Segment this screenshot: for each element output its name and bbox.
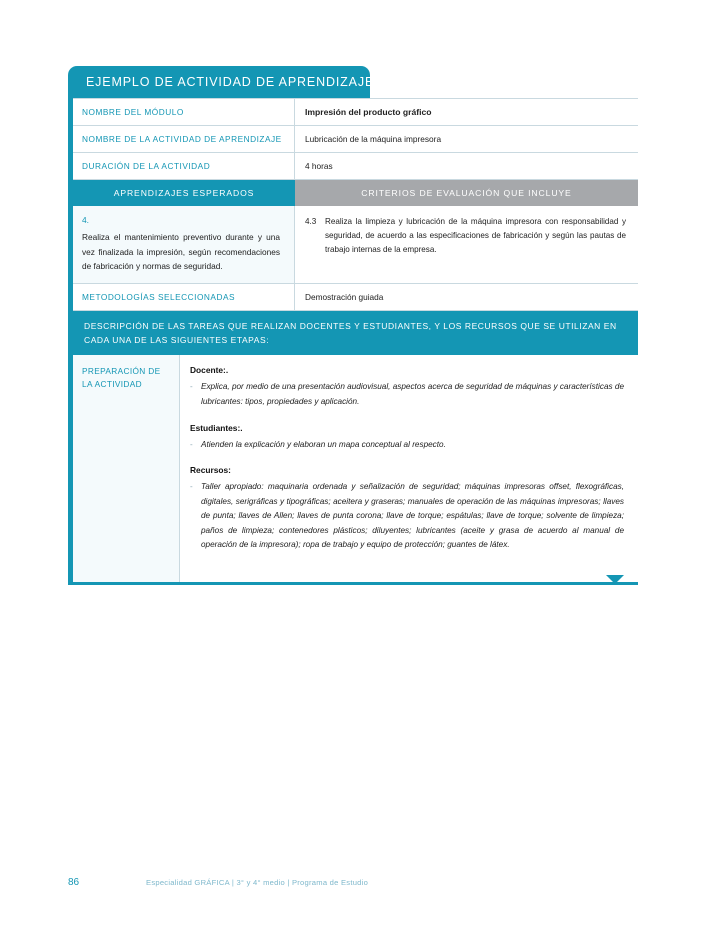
list-item — [190, 480, 624, 553]
outcome-text: Realiza el mantenimiento preventivo durante y una vez finalizada la impresión, según recomendaciones de fabricación y normas de seguridad. — [82, 232, 280, 272]
preparation-stage-label: PREPARACIÓN DE LA ACTIVIDAD — [73, 355, 180, 582]
label-modulo: NOMBRE DEL MÓDULO — [73, 99, 295, 125]
label-actividad: NOMBRE DE LA ACTIVIDAD DE APRENDIZAJE — [73, 126, 295, 152]
criterion-number: 4.3 — [305, 217, 317, 227]
activity-title-tab — [68, 66, 375, 98]
heading-recursos: Recursos: — [190, 465, 231, 476]
criteria-cell — [295, 206, 638, 283]
label-duracion: DURACIÓN DE LA ACTIVIDAD — [73, 153, 295, 179]
triangle-down-icon — [606, 575, 624, 584]
outcome-number: 4. — [82, 215, 89, 226]
criterion-item — [305, 215, 626, 257]
label-metodologias: METODOLOGÍAS SELECCIONADAS — [73, 284, 295, 310]
outcomes-criteria-row — [73, 206, 638, 284]
bullet-dash-icon: - — [190, 382, 193, 392]
table-row-metodologias — [73, 284, 638, 311]
header-aprendizajes-esperados: APRENDIZAJES ESPERADOS — [73, 180, 295, 206]
activity-title-label: EJEMPLO DE ACTIVIDAD DE APRENDIZAJE — [86, 75, 375, 89]
activity-table — [68, 98, 638, 585]
page-footer — [68, 877, 638, 888]
column-headers — [73, 180, 638, 206]
outcome-cell — [73, 206, 295, 283]
preparation-content — [180, 355, 638, 582]
list-item-text: Explica, por medio de una presentación audiovisual, aspectos acerca de seguridad de máquinas y características de lubricantes: tipos, propiedades y aplicación. — [201, 382, 624, 406]
footer-caption: Especialidad GRÁFICA | 3° y 4° medio | Programa de Estudio — [146, 878, 369, 887]
heading-estudiantes: Estudiantes:. — [190, 422, 243, 433]
criterion-text: Realiza la limpieza y lubricación de la máquina impresora con responsabilidad y seguridad, de acuerdo a las especificaciones de fabricación y según las pautas de trabajo internas de la empresa. — [325, 217, 626, 255]
description-banner: DESCRIPCIÓN DE LAS TAREAS QUE REALIZAN DOCENTES Y ESTUDIANTES, Y LOS RECURSOS QUE SE UTILIZAN EN CADA UNA DE LAS SIGUIENTES ETAPAS: — [73, 311, 638, 355]
block-estudiantes — [190, 423, 624, 453]
list-item-text: Atienden la explicación y elaboran un mapa conceptual al respecto. — [201, 439, 446, 449]
list-item — [190, 380, 624, 409]
footer-page-number: 86 — [68, 877, 80, 888]
table-row-modulo — [73, 98, 638, 126]
table-row-duracion — [73, 153, 638, 180]
list-item-text: Taller apropiado: maquinaria ordenada y señalización de seguridad; máquinas impresoras offset, flexográficas, digitales, serigráficas y tipográficas; aceitera y graseras; manuales de operación de las máquinas impresoras; llaves de punta; llaves de Allen; llaves de punta corona; llave de torque; espátulas; llave de torque; solvente de limpieza; paños de limpieza; contenedores plásticos; diluyentes; lubricantes (aceite y grasa de acuerdo al manual de operación de la impresora); ropa de trabajo y equipo de protección; guantes de látex. — [201, 482, 624, 550]
value-actividad: Lubricación de la máquina impresora — [305, 134, 442, 145]
value-modulo: Impresión del producto gráfico — [305, 107, 432, 117]
list-item — [190, 438, 624, 453]
preparation-row — [73, 355, 638, 585]
value-metodologias: Demostración guiada — [305, 292, 384, 303]
bullet-dash-icon: - — [190, 439, 193, 449]
table-row-actividad — [73, 126, 638, 153]
heading-docente: Docente:. — [190, 365, 229, 376]
block-recursos — [190, 465, 624, 553]
value-duracion: 4 horas — [305, 161, 333, 172]
header-criterios-evaluacion: CRITERIOS DE EVALUACIÓN QUE INCLUYE — [295, 180, 638, 206]
bullet-dash-icon: - — [190, 482, 193, 492]
block-docente — [190, 365, 624, 409]
